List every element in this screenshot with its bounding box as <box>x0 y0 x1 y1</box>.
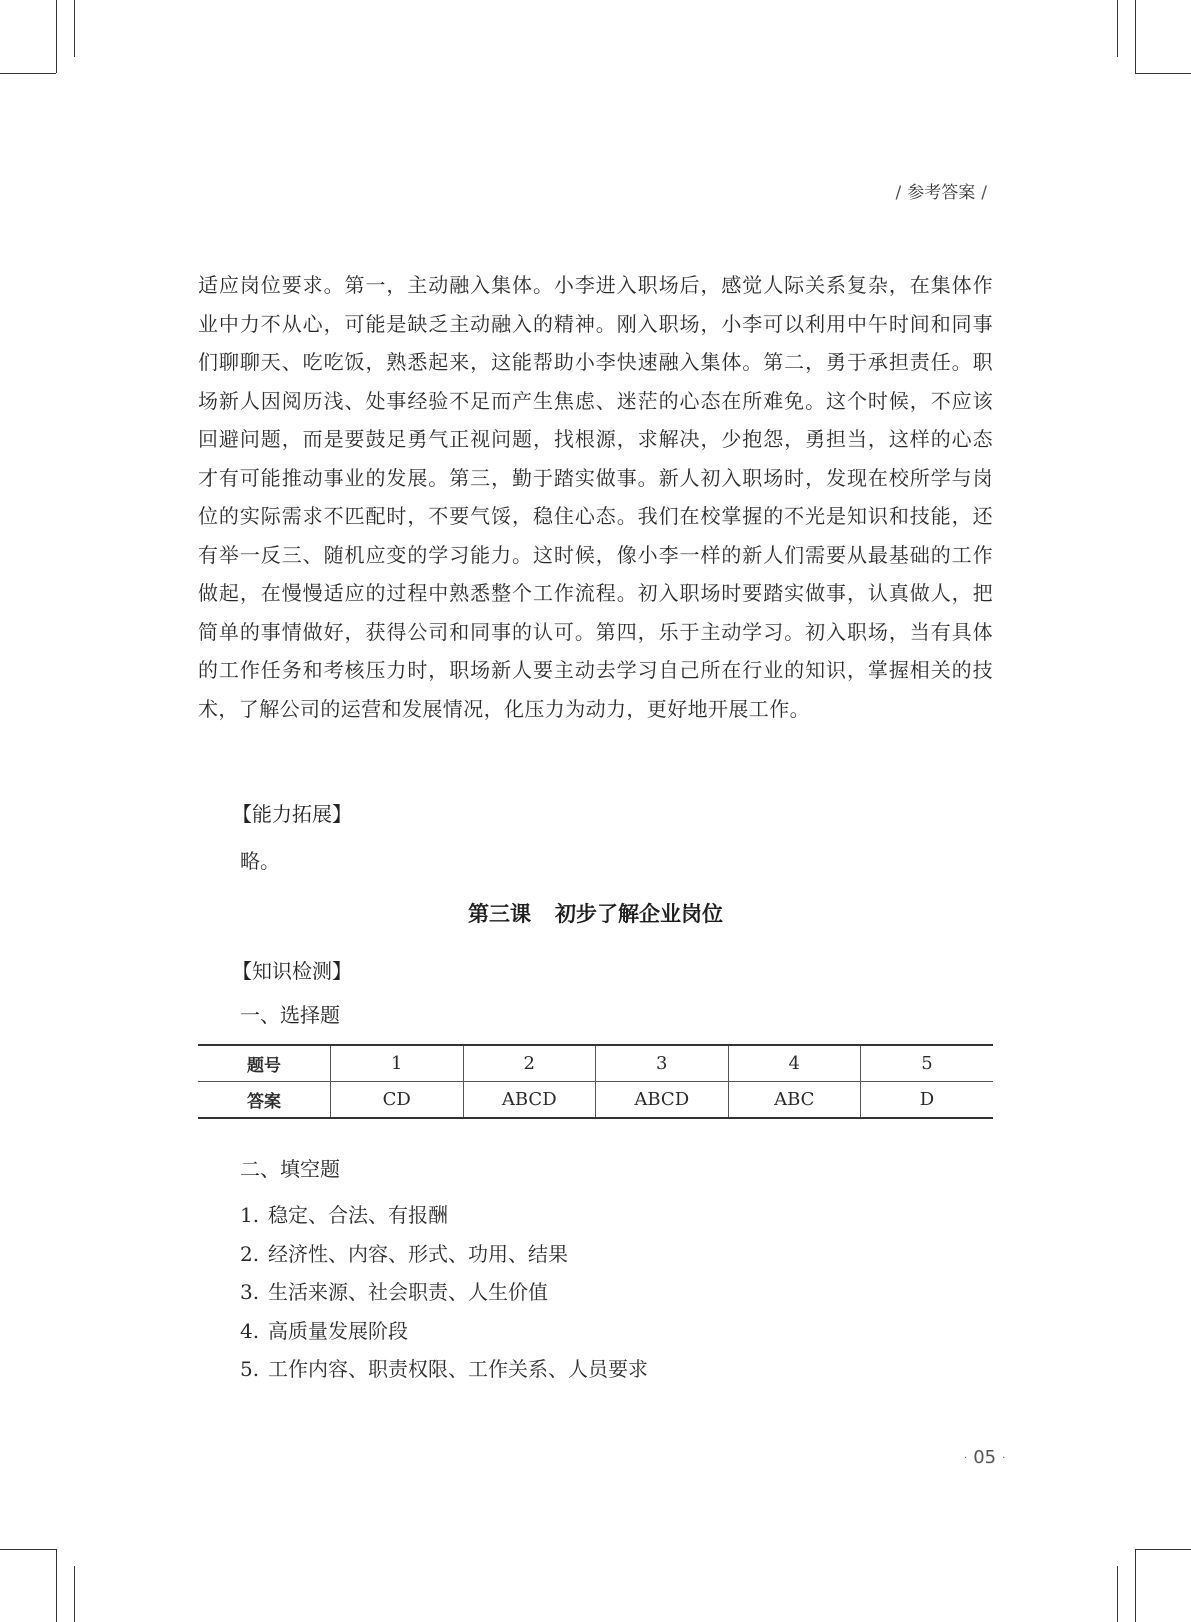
list-item <box>240 1350 648 1389</box>
header-slash: / <box>895 183 902 203</box>
running-title: 参考答案 <box>907 183 976 203</box>
table-cell: 1 <box>331 1045 464 1082</box>
table-cell: ABC <box>728 1082 861 1119</box>
table-cell: D <box>861 1082 994 1119</box>
item-text: 高质量发展阶段 <box>268 1318 408 1343</box>
table-row <box>198 1082 993 1119</box>
item-text: 生活来源、社会职责、人生价值 <box>268 1280 548 1304</box>
crop-mark <box>0 73 56 74</box>
crop-mark <box>56 0 57 73</box>
crop-mark <box>1135 1549 1191 1550</box>
list-item <box>240 1312 648 1351</box>
ability-content: 略。 <box>240 849 280 873</box>
fill-blank-list <box>240 1196 648 1389</box>
crop-mark <box>0 1549 56 1550</box>
row-label: 题号 <box>198 1045 331 1082</box>
table-cell: ABCD <box>596 1082 729 1119</box>
page-number-dot: · <box>964 1452 968 1464</box>
crop-mark <box>1117 1566 1118 1622</box>
crop-mark <box>1135 1549 1136 1622</box>
fill-blank-heading: 二、填空题 <box>240 1157 340 1181</box>
lesson-title <box>0 898 1191 928</box>
intro-paragraph: 适应岗位要求。第一，主动融入集体。小李进入职场后，感觉人际关系复杂，在集体作业中力不从心，可能是缺乏主动融入的精神。刚入职场，小李可以利用中午时间和同事们聊聊天、吃吃饭，熟悉起来，这能帮助小李快速融入集体。第二，勇于承担责任。职场新人因阅历浅、处事经验不足而产生焦虑、迷茫的心态在所难免。这个时候，不应该回避问题，而是要鼓足勇气正视问题，找根源，求解决，少抱怨，勇担当，这样的心态才有可能推动事业的发展。第三，勤于踏实做事。新人初入职场时，发现在校所学与岗位的实际需求不匹配时，不要气馁，稳住心态。我们在校掌握的不光是知识和技能，还有举一反三、随机应变的学习能力。这时候，像小李一样的新人们需要从最基础的工作做起，在慢慢适应的过程中熟悉整个工作流程。初入职场时要踏实做事，认真做人，把简单的事情做好，获得公司和同事的认可。第四，乐于主动学习。初入职场，当有具体的工作任务和考核压力时，职场新人要主动去学习自己所在行业的知识，掌握相关的技术，了解公司的运营和发展情况，化压力为动力，更好地开展工作。 <box>198 273 993 721</box>
list-item <box>240 1196 648 1235</box>
table-cell: CD <box>331 1082 464 1119</box>
item-number: 1. <box>240 1203 260 1227</box>
table-cell: 2 <box>463 1045 596 1082</box>
page-number-dot: · <box>1002 1452 1006 1464</box>
knowledge-heading: 【知识检测】 <box>232 959 352 983</box>
table-cell: 5 <box>861 1045 994 1082</box>
item-number: 5. <box>240 1357 260 1381</box>
list-item <box>240 1235 648 1274</box>
row-label: 答案 <box>247 1092 281 1112</box>
header-slash: / <box>981 183 987 203</box>
crop-mark <box>56 1549 57 1622</box>
crop-mark <box>1117 0 1118 57</box>
crop-mark <box>74 1566 75 1622</box>
item-number: 2. <box>240 1241 260 1266</box>
crop-mark <box>1135 0 1136 73</box>
item-text: 稳定、合法、有报酬 <box>268 1203 448 1227</box>
item-number: 3. <box>240 1280 260 1304</box>
list-item <box>240 1273 648 1312</box>
running-header <box>0 178 993 203</box>
lesson-number: 第三课 <box>468 902 531 926</box>
table-cell: 3 <box>596 1045 729 1082</box>
item-text: 经济性、内容、形式、功用、结果 <box>268 1241 568 1266</box>
page-number <box>958 1447 1011 1468</box>
table-cell: ABCD <box>463 1082 596 1119</box>
lesson-name: 初步了解企业岗位 <box>555 902 723 926</box>
table-cell: 4 <box>728 1045 861 1082</box>
item-number: 4. <box>240 1318 260 1343</box>
answer-table <box>198 1044 993 1119</box>
crop-mark <box>1135 73 1191 74</box>
table-row <box>198 1045 993 1082</box>
page-number-value: 05 <box>973 1447 997 1468</box>
multiple-choice-heading: 一、选择题 <box>240 1003 340 1027</box>
item-text: 工作内容、职责权限、工作关系、人员要求 <box>268 1357 648 1381</box>
ability-heading: 【能力拓展】 <box>232 802 352 826</box>
crop-mark <box>74 0 75 57</box>
